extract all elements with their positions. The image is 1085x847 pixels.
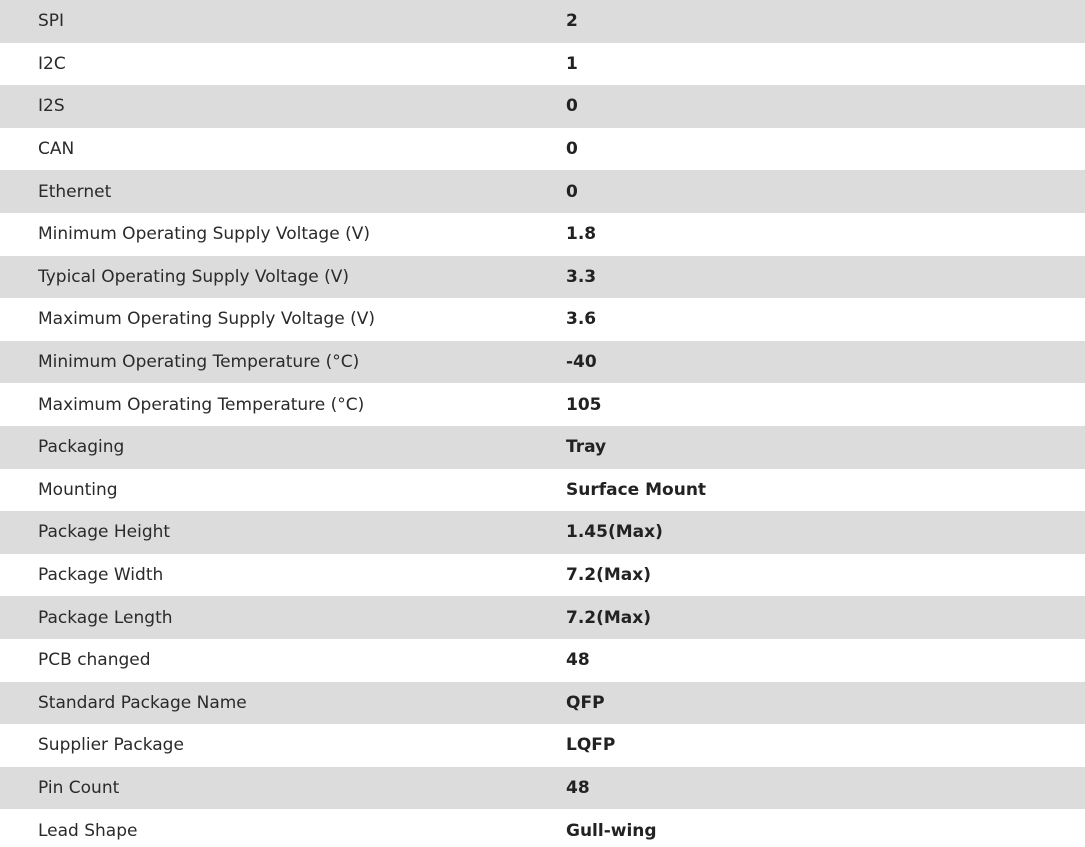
spec-row-package-height (0, 511, 1085, 554)
spec-label: Minimum Operating Temperature (°C) (38, 352, 360, 373)
spec-value: Surface Mount (566, 479, 707, 500)
spec-row-pin-count (0, 767, 1085, 810)
spec-label: CAN (38, 139, 75, 160)
spec-value: 1.45(Max) (566, 522, 663, 543)
spec-value: 3.3 (566, 266, 597, 287)
spec-row-pcb-changed (0, 639, 1085, 682)
spec-label: Maximum Operating Temperature (°C) (38, 394, 365, 415)
spec-value: LQFP (566, 735, 616, 756)
spec-value: 105 (566, 394, 602, 415)
spec-label: PCB changed (38, 650, 151, 671)
spec-label: I2C (38, 53, 66, 74)
spec-row-min-supply-voltage (0, 213, 1085, 256)
spec-row-spi (0, 0, 1085, 43)
spec-value: 48 (566, 777, 590, 798)
spec-value: 1.8 (566, 224, 597, 245)
spec-value: 0 (566, 96, 578, 117)
spec-label: Standard Package Name (38, 692, 247, 713)
spec-label: Lead Shape (38, 820, 138, 841)
spec-row-max-temperature (0, 383, 1085, 426)
spec-label: Ethernet (38, 181, 112, 202)
spec-label: Typical Operating Supply Voltage (V) (38, 266, 349, 287)
spec-label: Package Width (38, 565, 164, 586)
spec-row-package-width (0, 554, 1085, 597)
spec-row-max-supply-voltage (0, 298, 1085, 341)
spec-value: 2 (566, 11, 578, 32)
spec-label: Packaging (38, 437, 125, 458)
spec-value: -40 (566, 352, 597, 373)
spec-row-packaging (0, 426, 1085, 469)
spec-label: Maximum Operating Supply Voltage (V) (38, 309, 375, 330)
spec-value: 7.2(Max) (566, 565, 652, 586)
spec-row-i2s (0, 85, 1085, 128)
spec-row-min-temperature (0, 341, 1085, 384)
spec-label: Package Length (38, 607, 173, 628)
spec-value: 48 (566, 650, 590, 671)
spec-label: Package Height (38, 522, 171, 543)
spec-row-lead-shape (0, 809, 1085, 847)
spec-label: Minimum Operating Supply Voltage (V) (38, 224, 370, 245)
spec-row-i2c (0, 43, 1085, 86)
spec-value: QFP (566, 692, 605, 713)
spec-value: 1 (566, 53, 578, 74)
spec-label: Supplier Package (38, 735, 184, 756)
spec-value: 7.2(Max) (566, 607, 652, 628)
spec-value: 3.6 (566, 309, 597, 330)
spec-row-typ-supply-voltage (0, 256, 1085, 299)
spec-row-mounting (0, 469, 1085, 512)
spec-row-can (0, 128, 1085, 171)
spec-value: Gull-wing (566, 820, 657, 841)
spec-row-ethernet (0, 170, 1085, 213)
spec-label: SPI (38, 11, 65, 32)
spec-row-standard-package-name (0, 682, 1085, 725)
spec-value: 0 (566, 139, 578, 160)
spec-label: Mounting (38, 479, 118, 500)
spec-label: I2S (38, 96, 65, 117)
spec-row-package-length (0, 596, 1085, 639)
spec-value: 0 (566, 181, 578, 202)
spec-row-supplier-package (0, 724, 1085, 767)
spec-label: Pin Count (38, 777, 120, 798)
spec-value: Tray (566, 437, 607, 458)
